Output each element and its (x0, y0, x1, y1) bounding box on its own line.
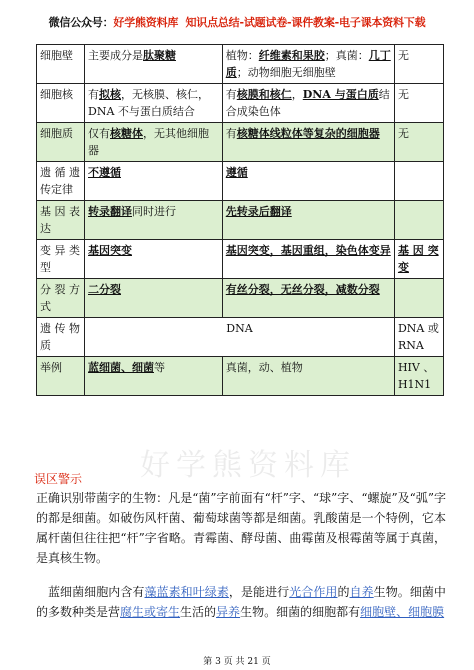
table-row (37, 84, 444, 123)
key-term: 基因突变 (88, 244, 132, 257)
row-label: 变 异 类 型 (37, 240, 85, 279)
key-term: 核糖体线粒体等复杂的细胞器 (236, 127, 380, 140)
row-label: 分 裂 方 式 (37, 279, 85, 318)
comparison-table (36, 44, 444, 396)
row-label: 遗 传 物 质 (37, 318, 85, 357)
term-cell-wall-membrane: 细胞壁、细胞膜 (360, 605, 445, 619)
header-tagline: 知识点总结-试题试卷-课件教案-电子课本资料下载 (185, 16, 426, 29)
key-term: 遵循 (225, 166, 248, 179)
cell-other (394, 279, 443, 318)
cell-prokaryote: 蓝细菌、细菌等 (85, 357, 223, 396)
cell-other (394, 201, 443, 240)
row-label: 细胞质 (37, 123, 85, 162)
page-number: 第 3 页 共 21 页 (203, 657, 271, 667)
key-term: 肽聚糖 (143, 49, 176, 62)
table-row (37, 357, 444, 396)
table-row (37, 45, 444, 84)
page-header (0, 14, 474, 30)
cell-other (394, 240, 443, 279)
cell-prokaryote: 仅有核糖体，无其他细胞器 (85, 123, 223, 162)
term-pigments: 藻蓝素和叶绿素 (144, 585, 229, 599)
cell-eukaryote (222, 201, 394, 240)
cell-eukaryote (222, 240, 394, 279)
cell-other: 无 (394, 123, 443, 162)
key-term: 有丝分裂，无丝分裂，减数分裂 (225, 283, 380, 296)
row-label: 细胞核 (37, 84, 85, 123)
table-row (37, 279, 444, 318)
cell-shared: DNA (85, 318, 395, 357)
cell-prokaryote (85, 279, 223, 318)
key-term: 拟核 (99, 88, 121, 101)
row-label: 举例 (37, 357, 85, 396)
cell-eukaryote: 真菌，动、植物 (222, 357, 394, 396)
header-prefix: 微信公众号： (48, 16, 114, 29)
row-label: 遗 循 遗 传定律 (37, 162, 85, 201)
row-label: 基 因 表 达 (37, 201, 85, 240)
cell-eukaryote (222, 162, 394, 201)
cell-prokaryote: 转录翻译同时进行 (85, 201, 223, 240)
table-row (37, 123, 444, 162)
header-brand: 好学熊资料库 (113, 16, 179, 29)
cell-prokaryote: 有拟核，无核膜、核仁，DNA 不与蛋白质结合 (85, 84, 223, 123)
key-term: 核糖体 (110, 127, 143, 140)
cell-other: DNA 或 RNA (394, 318, 443, 357)
cell-eukaryote: 有核糖体线粒体等复杂的细胞器 (222, 123, 394, 162)
cell-eukaryote: 有核膜和核仁，DNA 与蛋白质结合成染色体 (222, 84, 394, 123)
term-saprophytic: 腐生或寄生 (120, 605, 181, 619)
warning-title: 误区警示 (34, 472, 83, 486)
paragraph-cyanobacteria: 蓝细菌细胞内含有藻蓝素和叶绿素，是能进行光合作用的自养生物。细菌中的多数种类是营腐生或寄生生活的异养生物。细菌的细胞都有细胞壁、细胞膜 (36, 585, 446, 619)
table-row (37, 201, 444, 240)
key-term: 纤维素和果胶 (258, 49, 325, 62)
term-autotroph: 自养 (349, 585, 374, 599)
key-term: 几丁质 (225, 49, 391, 79)
table-row (37, 240, 444, 279)
key-term: 基 因 突 变 (397, 244, 439, 274)
cell-other: 无 (394, 45, 443, 84)
key-term: 基因突变，基因重组，染色体变异 (225, 244, 391, 257)
key-term: 蓝细菌、细菌 (88, 361, 154, 374)
cell-prokaryote (85, 162, 223, 201)
key-term: DNA 与蛋白质 (302, 88, 379, 101)
row-label: 细胞壁 (37, 45, 85, 84)
cell-eukaryote (222, 279, 394, 318)
watermark-text: 好学熊资料库 (140, 448, 356, 483)
key-term: 不遵循 (88, 166, 121, 179)
key-term: 转录翻译 (88, 205, 132, 218)
table-row (37, 162, 444, 201)
table-row (37, 318, 444, 357)
cell-eukaryote: 植物：纤维素和果胶；真菌：几丁质；动物细胞无细胞壁 (222, 45, 394, 84)
key-term: 核膜和核仁 (236, 88, 292, 101)
paragraph-bacteria-naming: 正确识别带菌字的生物：凡是“菌”字前面有“杆”字、“球”字、“螺旋”及“弧”字的都是细菌。如破伤风杆菌、葡萄球菌等都是细菌。乳酸菌是一个特例，它本属杆菌但往往把“杆”字省略。青霉菌、酵母菌、曲霉菌及根霉菌等属于真菌，是真核生物。 (36, 491, 446, 565)
cell-prokaryote: 主要成分是肽聚糖 (85, 45, 223, 84)
key-term: 二分裂 (88, 283, 121, 296)
cell-other: 无 (394, 84, 443, 123)
cell-other: HIV 、 H1N1 (394, 357, 443, 396)
cell-other (394, 162, 443, 201)
term-heterotroph: 异养 (216, 605, 241, 619)
cell-prokaryote (85, 240, 223, 279)
key-term: 先转录后翻译 (225, 205, 292, 218)
term-photosynthesis: 光合作用 (289, 585, 338, 599)
